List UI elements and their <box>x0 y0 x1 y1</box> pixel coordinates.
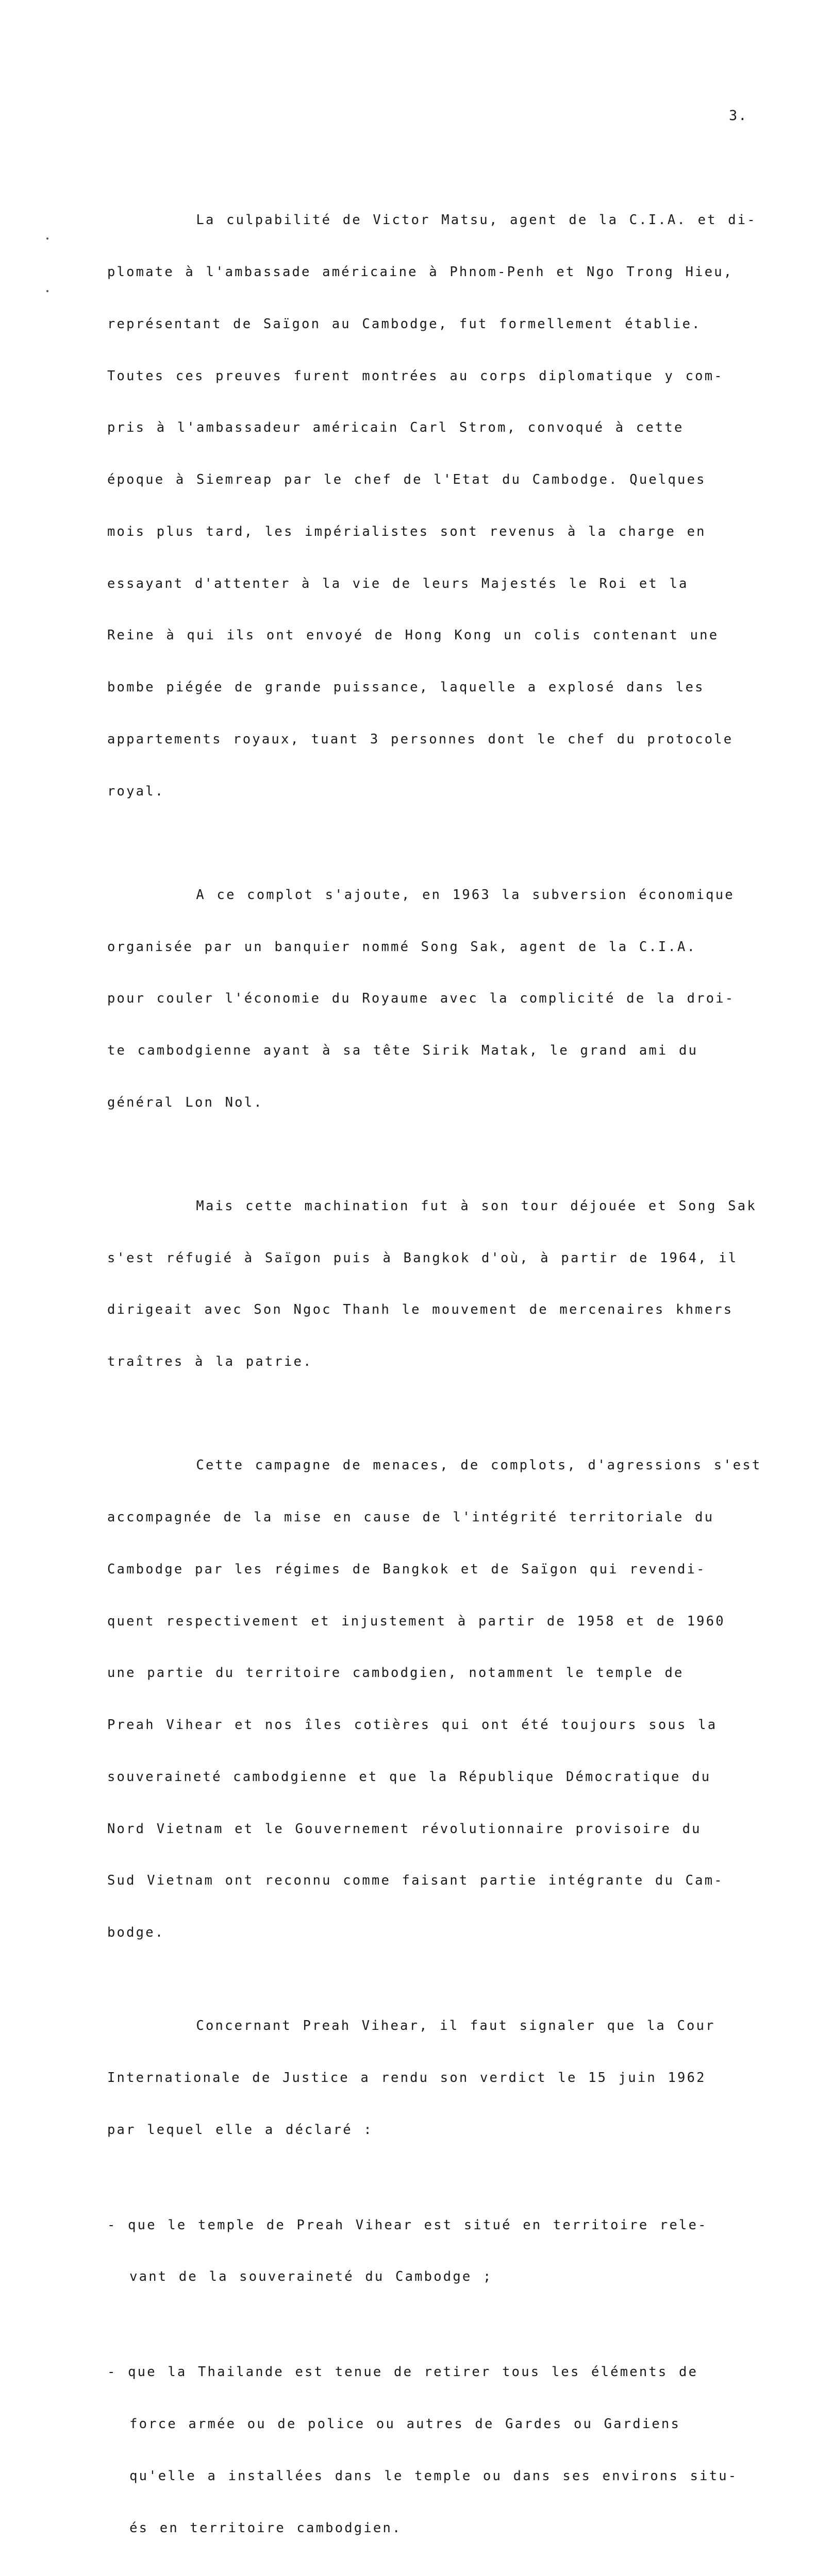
text-line: accompagnée de la mise en cause de l'intégrité territoriale du <box>107 1509 714 1525</box>
text-line: Preah Vihear et nos îles cotières qui ont été toujours sous la <box>107 1717 718 1733</box>
text-line: - que le temple de Preah Vihear est situé en territoire rele- <box>107 2217 708 2233</box>
text-line: La culpabilité de Victor Matsu, agent de la C.I.A. et di- <box>107 212 757 228</box>
text-line: qu'elle a installées dans le temple ou dans ses environs situ- <box>107 2468 738 2484</box>
text-line: mois plus tard, les impérialistes sont revenus à la charge en <box>107 523 706 539</box>
text-line: pour couler l'économie du Royaume avec la complicité de la droi- <box>107 991 735 1007</box>
margin-mark <box>46 290 48 292</box>
text-line: Cambodge par les régimes de Bangkok et de Saïgon qui revendi- <box>107 1561 706 1577</box>
text-line: plomate à l'ambassade américaine à Phnom-Penh et Ngo Trong Hieu, <box>107 264 734 280</box>
text-line: - que la Thailande est tenue de retirer tous les éléments de <box>107 2364 698 2380</box>
text-line: Concernant Preah Vihear, il faut signaler que la Cour <box>107 2018 715 2034</box>
text-line: A ce complot s'ajoute, en 1963 la subversion économique <box>107 887 735 903</box>
text-line: Mais cette machination fut à son tour déjouée et Song Sak <box>107 1198 757 1214</box>
text-line: époque à Siemreap par le chef de l'Etat du Cambodge. Quelques <box>107 472 706 488</box>
text-line: dirigeait avec Son Ngoc Thanh le mouvement de mercenaires khmers <box>107 1302 734 1318</box>
text-line: une partie du territoire cambodgien, notamment le temple de <box>107 1665 684 1681</box>
text-line: bombe piégée de grande puissance, laquelle a explosé dans les <box>107 680 705 696</box>
text-line: Nord Vietnam et le Gouvernement révolutionnaire provisoire du <box>107 1821 702 1837</box>
text-line: Sud Vietnam ont reconnu comme faisant partie intégrante du Cam- <box>107 1873 724 1889</box>
text-line: Toutes ces preuves furent montrées au corps diplomatique y com- <box>107 368 724 384</box>
paragraph-machination <box>107 1163 793 1405</box>
list-item-temple-sovereignty <box>107 2182 793 2321</box>
text-line: vant de la souveraineté du Cambodge ; <box>107 2269 493 2285</box>
paragraph-territorial-integrity <box>107 1422 793 1976</box>
text-line: essayant d'attenter à la vie de leurs Majestés le Roi et la <box>107 575 689 591</box>
paragraph-preah-vihear <box>107 1983 793 2174</box>
paragraph-culpability <box>107 177 793 835</box>
document-body <box>107 177 793 2576</box>
text-line: Cette campagne de menaces, de complots, d'agressions s'est <box>107 1458 762 1473</box>
text-line: royal. <box>107 783 165 799</box>
text-line: par lequel elle a déclaré : <box>107 2122 373 2138</box>
text-line: appartements royaux, tuant 3 personnes dont le chef du protocole <box>107 732 734 747</box>
text-line: force armée ou de police ou autres de Gardes ou Gardiens <box>107 2416 681 2432</box>
text-line: quent respectivement et injustement à partir de 1958 et de 1960 <box>107 1613 725 1629</box>
margin-mark <box>46 238 48 240</box>
text-line: bodge. <box>107 1925 165 1941</box>
list-item-thailand-withdrawal <box>107 2329 793 2571</box>
page-number: 3. <box>729 108 748 124</box>
text-line: te cambodgienne ayant à sa tête Sirik Matak, le grand ami du <box>107 1043 698 1059</box>
text-line: és en territoire cambodgien. <box>107 2520 402 2536</box>
paragraph-economic-subversion <box>107 852 793 1146</box>
text-line: souveraineté cambodgienne et que la République Démocratique du <box>107 1769 711 1785</box>
text-line: général Lon Nol. <box>107 1094 263 1110</box>
text-line: traîtres à la patrie. <box>107 1354 313 1370</box>
text-line: Reine à qui ils ont envoyé de Hong Kong un colis contenant une <box>107 628 719 643</box>
text-line: représentant de Saïgon au Cambodge, fut formellement établie. <box>107 316 702 332</box>
text-line: pris à l'ambassadeur américain Carl Strom, convoqué à cette <box>107 420 684 436</box>
text-line: organisée par un banquier nommé Song Sak, agent de la C.I.A. <box>107 939 697 955</box>
text-line: Internationale de Justice a rendu son verdict le 15 juin 1962 <box>107 2070 706 2086</box>
text-line: s'est réfugié à Saïgon puis à Bangkok d'où, à partir de 1964, il <box>107 1250 738 1266</box>
